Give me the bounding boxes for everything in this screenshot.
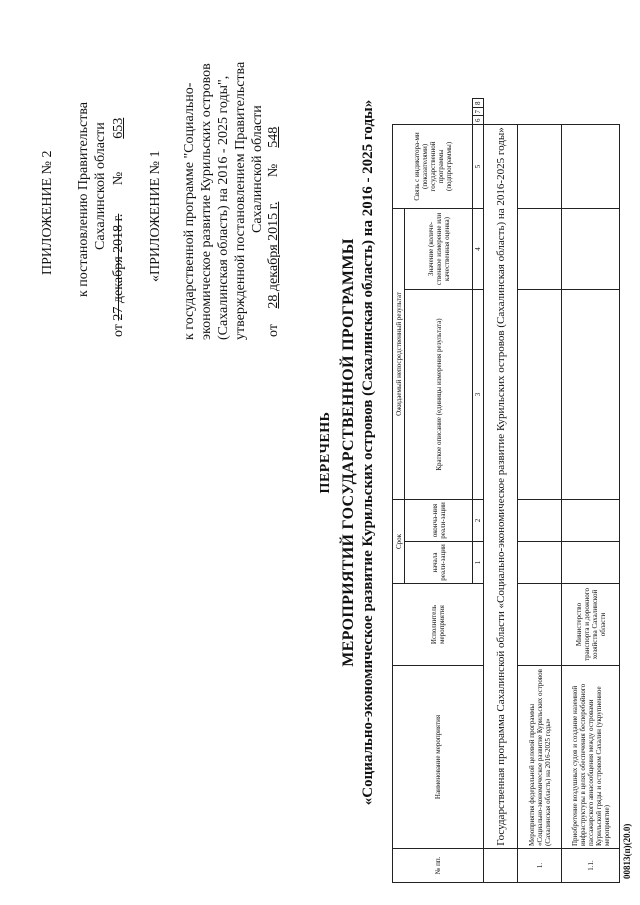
col-number: 1 — [473, 542, 484, 584]
appendix-prev-num-label: № — [266, 163, 281, 178]
row-desc — [518, 290, 562, 500]
appendix-num: 653 — [111, 117, 126, 139]
appendix-date: 27 декабря 2018 г. — [111, 213, 126, 321]
program-row-text: Государственная программа Сахалинской области «Социально-экономическое развитие Курильских островов (Сахалинская область) на 2016-2025 годы» — [484, 124, 518, 848]
col-number: 4 — [473, 209, 484, 290]
document-subtitle: МЕРОПРИЯТИЙ ГОСУДАРСТВЕННОЙ ПРОГРАММЫ — [340, 238, 357, 667]
row-name: Мероприятия федеральной целевой программы «Социально-экономическое развитие Курильских островов (Сахалинская область) на 2016-2025 годы» — [518, 666, 562, 849]
row-num: 1. — [518, 849, 562, 883]
row-value — [518, 209, 562, 290]
row-start — [518, 542, 562, 584]
row-value — [562, 209, 620, 290]
table-row — [518, 99, 562, 883]
activities-table — [392, 98, 620, 883]
appendix-line: Сахалинской области — [93, 122, 108, 250]
col-number: 3 — [473, 290, 484, 500]
row-end — [562, 500, 620, 542]
row-executor: Министерство транспорта и дорожного хозяйства Сахалинской области — [562, 584, 620, 666]
appendix-prev-title: «ПРИЛОЖЕНИЕ № 1 — [148, 150, 163, 282]
table-row — [562, 99, 620, 883]
header-num: № пп. — [393, 849, 484, 883]
appendix-prev-line: Сахалинской области — [250, 105, 265, 233]
appendix-date-line — [111, 88, 127, 337]
row-executor — [518, 584, 562, 666]
col-number: 8 — [473, 99, 484, 108]
appendix-prev-line: утвержденной постановлением Правительства — [233, 61, 248, 340]
appendix-prev-date-line — [266, 114, 282, 337]
header-result-desc: Краткое описание (единицы измерения результата) — [405, 290, 473, 500]
appendix-prev-line: к государственной программе "Социально- — [182, 82, 197, 340]
row-link — [562, 124, 620, 208]
appendix-from: от — [111, 324, 126, 337]
appendix-prev-from: от — [266, 324, 281, 337]
header-term-start: начала реали-зации — [405, 542, 473, 584]
program-row — [484, 99, 518, 883]
appendix-prev-num: 548 — [266, 126, 281, 148]
header-executor: Исполнитель мероприятия — [393, 584, 484, 666]
document-code: 00813(п)(20.0) — [622, 823, 632, 879]
appendix-num-label: № — [111, 171, 126, 186]
row-name: Приобретение воздушных судов и создание наземной инфраструктуры в целях обеспечения бесперебойного пассажирского авиасообщения между островами Курильской гряды и островом Сахалин (укрупненное мероприятие) — [562, 666, 620, 849]
header-result: Ожидаемый непосредственный результат — [393, 209, 405, 500]
header-term-end: оконча-ния реали-зации — [405, 500, 473, 542]
appendix-title: ПРИЛОЖЕНИЕ № 2 — [40, 150, 55, 275]
col-number: 7 — [473, 107, 484, 116]
header-result-value: Значение (количе-ственное измерение или качественная оценка) — [405, 209, 473, 290]
header-term: Срок — [393, 500, 405, 584]
appendix-line: к постановлению Правительства — [76, 101, 91, 297]
col-number: 5 — [473, 124, 484, 208]
row-desc — [562, 290, 620, 500]
header-name: Наименование мероприятия — [393, 666, 484, 849]
appendix-prev-line: (Сахалинская область) на 2016 - 2025 годы", — [216, 75, 231, 340]
program-title: «Социально-экономическое развитие Курильских островов (Сахалинская область) на 2016 - 2025 годы» — [360, 99, 376, 806]
appendix-prev-date: 28 декабря 2015 г. — [266, 201, 281, 309]
document-title: ПЕРЕЧЕНЬ — [318, 411, 333, 494]
row-end — [518, 500, 562, 542]
col-number: 2 — [473, 500, 484, 542]
row-start — [562, 542, 620, 584]
col-number: 6 — [473, 116, 484, 125]
row-link — [518, 124, 562, 208]
header-link: Связь с индикатора-ми (показателями) государственной программы (подпрограммы) — [393, 124, 473, 208]
appendix-prev-line: экономическое развитие Курильских островов — [199, 63, 214, 340]
row-num: 1.1. — [562, 849, 620, 883]
